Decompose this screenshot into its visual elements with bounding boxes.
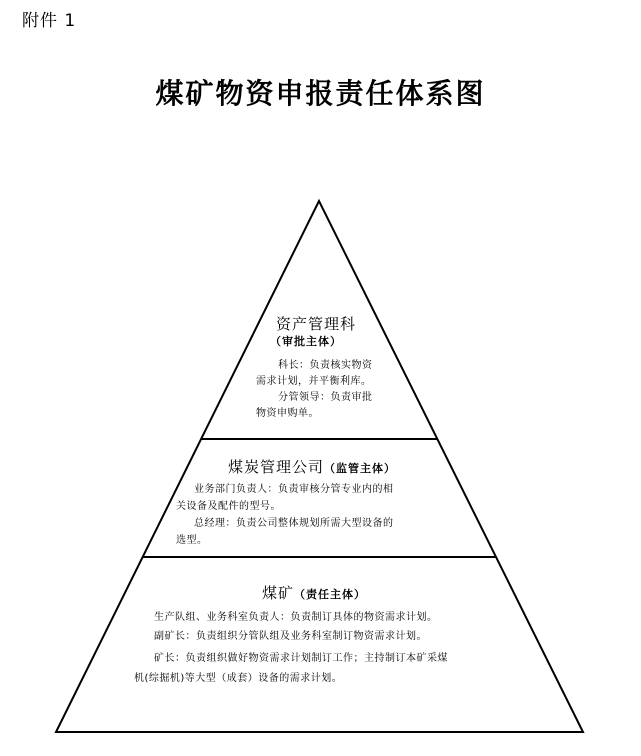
tier-1-role: （审批主体） [270,335,342,348]
tier-1-line-1: 科长：负责核实物资 [278,360,373,371]
tier-3-line-4: 机(综掘机)等大型（成套）设备的需求计划。 [134,673,343,684]
tier-2-line-2: 关设备及配件的型号。 [176,501,281,512]
tier-2-line-3: 总经理：负责公司整体规划所需大型设备的 [194,518,394,529]
tier-3-line-2: 副矿长：负责组织分管队组及业务科室制订物资需求计划。 [154,631,427,642]
tier-1-line-3: 分管领导：负责审批 [278,392,373,403]
tier-1-line-2: 需求计划，并平衡利库。 [256,376,372,387]
tier-2-name: 煤炭管理公司 [228,458,325,476]
tier-3-heading [262,582,366,603]
tier-2-line-1: 业务部门负责人：负责审核分管专业内的相 [194,484,394,495]
tier-3-line-1: 生产队组、业务科室负责人：负责制订具体的物资需求计划。 [154,612,438,623]
tier-2-line-4: 选型。 [176,535,208,546]
tier-2-role: （监管主体） [324,462,397,475]
tier-3-line-3: 矿长：负责组织做好物资需求计划制订工作；主持制订本矿采煤 [154,653,448,664]
tier-1-name: 资产管理科 [276,315,357,333]
tier-3-name: 煤矿 [262,584,295,602]
diagram-title: 煤矿物资申报责任体系图 [155,77,486,110]
attachment-label: 附件 1 [22,11,77,31]
tier-1-line-4: 物资申购单。 [256,408,319,419]
tier-2-heading [228,456,396,477]
tier-3-role: （责任主体） [294,588,367,601]
